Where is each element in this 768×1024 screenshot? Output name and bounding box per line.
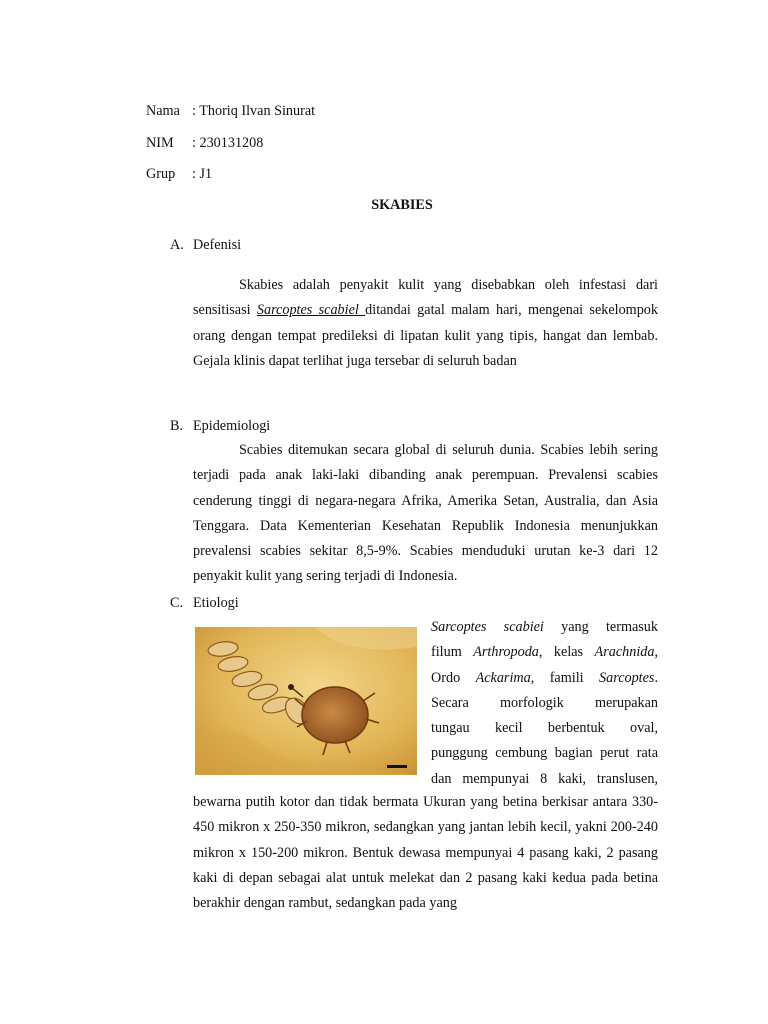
section-b-letter: B.: [170, 418, 184, 434]
etiologi-line-3: [431, 666, 658, 691]
section-b-title: Epidemiologi: [193, 418, 271, 434]
section-b-paragraph: Scabies ditemukan secara global di seluruh dunia. Scabies lebih sering terjadi pada anak laki-laki dibanding anak perempuan. Prevalensi scabies cenderung tinggi di negara-negara Afrika, Amerika Setan, Australia, dan Asia Tenggara. Data Kementerian Kesehatan Republik Indonesia menunjukkan prevalensi scabies sekitar 8,5-9%. Scabies menduduki urutan ke-3 dari 12 penyakit kulit yang sering terjadi di Indonesia.: [193, 442, 658, 585]
meta-nama: [146, 103, 315, 120]
meta-nim: [146, 135, 263, 152]
meta-grup: [146, 166, 212, 183]
section-a-letter: A.: [170, 237, 184, 253]
family-name: Sarcoptes: [599, 669, 655, 686]
species-name: Sarcoptes scabiei: [431, 619, 544, 635]
section-a-text-1: Skabies adalah penyakit kulit yang disebabkan oleh infestasi dari sensitisasi: [193, 277, 658, 319]
nama-label: Nama: [146, 103, 180, 119]
phylum-name: Arthropoda,: [473, 644, 543, 661]
section-a-paragraph: [193, 273, 658, 374]
section-c-heading: [170, 595, 239, 612]
etiologi-line-5: tungau kecil berbentuk oval,: [431, 720, 658, 737]
section-c-right-column: [431, 615, 658, 792]
etiologi-text: , famili: [530, 669, 600, 686]
section-c-paragraph-continued: bewarna putih kotor dan tidak bermata Ukuran yang betina berkisar antara 330-450 mikron x 250-350 mikron, sedangkan yang jantan lebih kecil, yakni 200-240 mikron x 150-200 mikron. Bentuk dewasa mempunyai 4 pasang kaki, 2 pasang kaki di depan sebagai alat untuk melekat dan 2 pasang kaki kedua pada betina berakhir dengan rambut, sedangkan pada yang: [193, 794, 658, 912]
class-name: Arachnida: [594, 644, 655, 661]
grup-value: : J1: [192, 166, 213, 182]
etiologi-line-4: Secara morfologik merupakan: [431, 694, 658, 711]
sarcoptes-micrograph: [195, 627, 417, 775]
document-title: SKABIES: [371, 197, 433, 213]
etiologi-text: .: [654, 669, 658, 686]
section-a-heading: [170, 237, 241, 254]
order-name: Ackarima: [475, 669, 531, 686]
etiologi-text: yang termasuk: [543, 619, 658, 635]
section-a-title: Defenisi: [193, 237, 242, 253]
etiologi-text: filum: [431, 644, 474, 661]
nama-value: : Thoriq Ilvan Sinurat: [192, 103, 316, 119]
section-a-species: Sarcoptes scabiel: [256, 302, 366, 319]
nim-label: NIM: [146, 135, 174, 151]
section-a-text-2: ditandai gatal malam hari, mengenai sekelompok orang dengan tempat predileksi di lipatan kulit yang tipis, hangat dan lembab. Gejala klinis dapat terlihat juga tersebar di seluruh badan: [193, 302, 658, 369]
grup-label: Grup: [146, 166, 176, 182]
etiologi-text: Ordo: [431, 669, 476, 686]
section-b-heading: [170, 418, 270, 435]
section-c-letter: C.: [170, 595, 184, 611]
section-c-title: Etiologi: [193, 595, 239, 611]
etiologi-line-6: punggung cembung bagian perut rata: [431, 745, 658, 762]
etiologi-line-2: [431, 640, 658, 665]
etiologi-line-1: [431, 615, 658, 640]
nim-value: : 230131208: [192, 135, 264, 151]
etiologi-text: ,: [654, 644, 658, 661]
etiologi-line-7: dan mempunyai 8 kaki, translusen,: [431, 770, 658, 787]
etiologi-text: kelas: [542, 644, 595, 661]
